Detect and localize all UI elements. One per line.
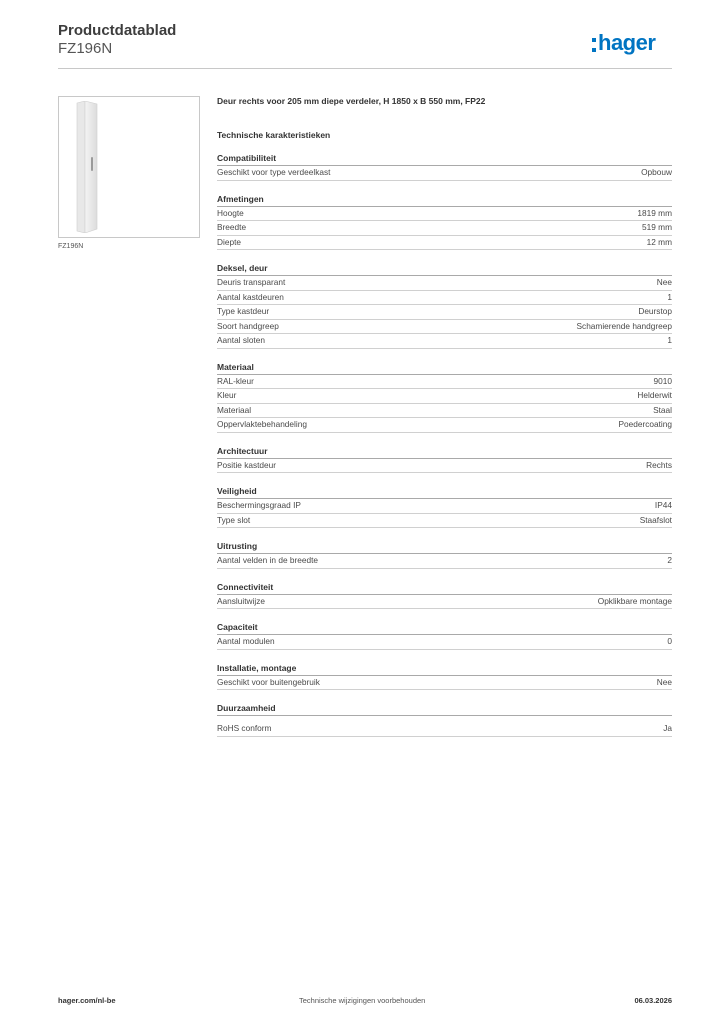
hager-logo: [592, 28, 655, 58]
spec-row: [217, 276, 672, 291]
spec-value: 2: [667, 555, 672, 565]
spec-label: RoHS conform: [217, 723, 272, 733]
spec-label: Aantal velden in de breedte: [217, 555, 319, 565]
door-panel-icon: [65, 101, 191, 233]
spec-section: [217, 486, 672, 528]
spec-section: [217, 622, 672, 650]
section-title: Compatibiliteit: [217, 153, 672, 166]
spec-value: Staal: [653, 404, 672, 415]
spec-label: Diepte: [217, 236, 241, 247]
spec-label: Kleur: [217, 390, 237, 400]
spec-label: Type kastdeur: [217, 306, 270, 316]
spec-label: Deuris transparant: [217, 277, 286, 287]
spec-label: Type slot: [217, 514, 251, 525]
spec-value: 519 mm: [642, 222, 672, 232]
spec-row: [217, 635, 672, 650]
spec-label: Aantal sloten: [217, 335, 265, 345]
spec-value: IP44: [654, 500, 672, 510]
page-footer: [58, 996, 672, 1008]
spec-row: [217, 221, 672, 236]
section-title: Installatie, montage: [217, 663, 672, 676]
spec-label: Geschikt voor type verdeelkast: [217, 167, 331, 177]
spec-section: [217, 446, 672, 474]
spec-label: Breedte: [217, 222, 247, 232]
spec-label: Aansluitwijze: [217, 595, 265, 606]
footer-date: 06.03.2026: [634, 996, 672, 1005]
spec-value: 12 mm: [646, 236, 672, 247]
spec-row: [217, 676, 672, 691]
section-title: Deksel, deur: [217, 263, 672, 276]
spec-row: [217, 305, 672, 320]
spec-row: [217, 722, 672, 737]
logo-text: hager: [598, 30, 656, 55]
spec-row: [217, 404, 672, 419]
spec-value: Helderwit: [637, 390, 672, 400]
technical-characteristics-title: Technische karakteristieken: [217, 130, 331, 140]
document-title: Productdatablad: [58, 22, 177, 39]
spec-row: [217, 554, 672, 569]
product-code: FZ196N: [58, 40, 113, 57]
spec-row: [217, 418, 672, 433]
document-header: [58, 22, 176, 58]
spec-value: Poedercoating: [618, 419, 672, 429]
spec-label: Hoogte: [217, 207, 244, 218]
spec-label: Soort handgreep: [217, 320, 279, 331]
spec-label: Aantal modulen: [217, 636, 275, 646]
spec-label: Beschermingsgraad IP: [217, 500, 301, 510]
spec-value: 1819 mm: [637, 207, 672, 218]
spec-section: [217, 362, 672, 433]
spec-row: [217, 236, 672, 251]
image-caption: FZ196N: [58, 243, 84, 250]
spec-section: [217, 663, 672, 691]
spec-row: [217, 499, 672, 514]
spec-section: [217, 194, 672, 251]
spec-sections: [217, 153, 672, 737]
spec-section: [217, 582, 672, 610]
section-title: Afmetingen: [217, 194, 672, 207]
spec-section: [217, 153, 672, 181]
spec-row: [217, 459, 672, 474]
header-divider: [58, 68, 672, 69]
product-description: Deur rechts voor 205 mm diepe verdeler, H 1850 x B 550 mm, FP22: [217, 96, 486, 106]
spec-section: [217, 263, 672, 349]
spec-value: Rechts: [646, 459, 672, 470]
spec-row: [217, 389, 672, 404]
section-title: Architectuur: [217, 446, 672, 459]
section-title: Capaciteit: [217, 622, 672, 635]
spec-label: RAL-kleur: [217, 375, 254, 386]
spec-label: Positie kastdeur: [217, 459, 277, 470]
spec-row: [217, 595, 672, 610]
spec-section: [217, 541, 672, 569]
spec-value: 0: [667, 636, 672, 646]
spec-row: [217, 207, 672, 222]
spec-label: Materiaal: [217, 404, 252, 415]
spec-value: Opklikbare montage: [597, 595, 672, 606]
spec-row: [217, 166, 672, 181]
spec-label: Oppervlaktebehandeling: [217, 419, 307, 429]
spec-label: Aantal kastdeuren: [217, 291, 284, 302]
spec-section: [217, 703, 672, 737]
spec-row: [217, 375, 672, 390]
spec-value: 9010: [653, 375, 672, 386]
logo-mark-icon: [592, 38, 596, 52]
spec-value: 1: [667, 335, 672, 345]
spec-row: [217, 320, 672, 335]
product-details: [217, 96, 672, 737]
spec-value: 1: [667, 291, 672, 302]
spec-row: [217, 291, 672, 306]
spec-value: Schamierende handgreep: [576, 320, 672, 331]
spec-row: [217, 514, 672, 529]
spec-value: Nee: [656, 676, 672, 687]
spec-value: Staafslot: [639, 514, 672, 525]
section-title: Connectiviteit: [217, 582, 672, 595]
spec-value: Ja: [663, 723, 672, 733]
section-title: Duurzaamheid: [217, 703, 672, 716]
section-title: Veiligheid: [217, 486, 672, 499]
spec-value: Deurstop: [638, 306, 672, 316]
footer-note: Technische wijzigingen voorbehouden: [299, 996, 426, 1005]
spec-value: Opbouw: [641, 167, 672, 177]
section-title: Uitrusting: [217, 541, 672, 554]
section-title: Materiaal: [217, 362, 672, 375]
footer-website[interactable]: hager.com/nl-be: [58, 996, 116, 1005]
product-image: [58, 96, 200, 238]
spec-label: Geschikt voor buitengebruik: [217, 676, 320, 687]
spec-value: Nee: [656, 277, 672, 287]
spec-row: [217, 334, 672, 349]
